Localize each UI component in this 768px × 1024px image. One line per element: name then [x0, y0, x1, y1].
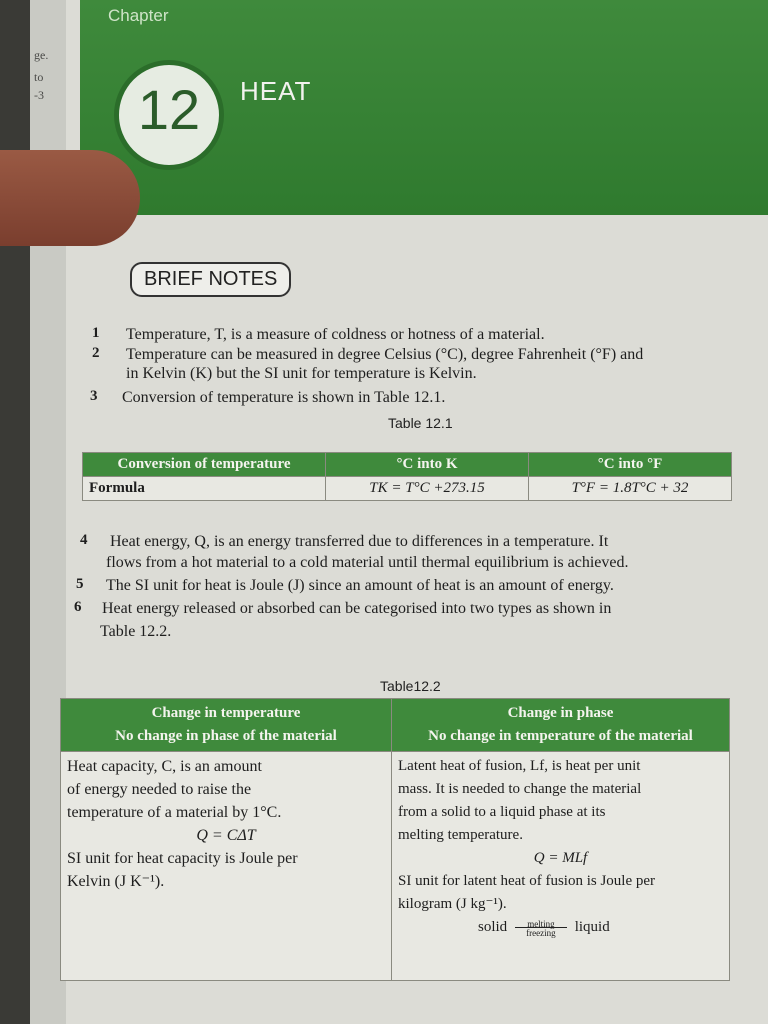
- table-header: [61, 699, 392, 752]
- arrow-label-melting: melting: [527, 918, 555, 929]
- equation: Q = CΔT: [196, 827, 256, 844]
- heat-types-table: [60, 698, 730, 981]
- note-text: Heat energy released or absorbed can be categorised into two types as shown in: [102, 600, 612, 617]
- brief-notes-heading: BRIEF NOTES: [130, 262, 291, 297]
- phase-liquid: liquid: [574, 919, 610, 935]
- cell-line: SI unit for heat capacity is Joule per: [67, 850, 298, 867]
- header-line: No change in temperature of the material: [428, 728, 693, 744]
- note-number: 5: [76, 576, 84, 592]
- table-cell: T°F = 1.8T°C + 32: [529, 477, 732, 501]
- table-cell: TK = T°C +273.15: [326, 477, 529, 501]
- book-page: [30, 0, 768, 1024]
- cell-line: from a solid to a liquid phase at its: [398, 804, 606, 820]
- thumb: [0, 150, 140, 246]
- table-header: Conversion of temperature: [83, 453, 326, 477]
- note-text: Table 12.2.: [100, 623, 172, 640]
- table-cell: [392, 752, 730, 981]
- note-text: Temperature, T, is a measure of coldness or hotness of a material.: [126, 326, 545, 343]
- note-number: 1: [92, 325, 100, 341]
- header-line: Change in temperature: [151, 705, 301, 721]
- table-caption: Table12.2: [380, 678, 441, 694]
- chapter-label: Chapter: [108, 6, 169, 25]
- table-caption: Table 12.1: [388, 415, 453, 431]
- header-line: Change in phase: [507, 705, 614, 721]
- note-text: Temperature can be measured in degree Celsius (°C), degree Fahrenheit (°F) and: [126, 346, 644, 363]
- table-header: °C into °F: [529, 453, 732, 477]
- margin-text: to: [34, 70, 44, 84]
- equation: Q = MLf: [533, 850, 588, 866]
- conversion-table: [82, 452, 732, 501]
- cell-line: Kelvin (J K⁻¹).: [67, 873, 165, 890]
- note-text: flows from a hot material to a cold material until thermal equilibrium is achieved.: [106, 554, 629, 571]
- header-line: No change in phase of the material: [115, 728, 337, 744]
- phase-solid: solid: [478, 919, 508, 935]
- cell-line: of energy needed to raise the: [67, 781, 252, 798]
- note-number: 4: [80, 532, 88, 548]
- table-cell: [61, 752, 392, 981]
- cell-line: Heat capacity, C, is an amount: [67, 758, 262, 775]
- margin-text: -3: [34, 88, 44, 102]
- cell-line: temperature of a material by 1°C.: [67, 804, 282, 821]
- margin-text: ge.: [34, 48, 49, 62]
- cell-line: SI unit for latent heat of fusion is Joule per: [398, 873, 656, 889]
- note-number: 3: [90, 388, 98, 404]
- phase-change-line: [398, 916, 723, 939]
- note-text: Conversion of temperature is shown in Table 12.1.: [122, 389, 446, 406]
- table-header: [392, 699, 730, 752]
- note-number: 6: [74, 599, 82, 615]
- arrow-label-freezing: freezing: [526, 927, 556, 938]
- note-text: Heat energy, Q, is an energy transferred due to differences in a temperature. It: [110, 533, 609, 550]
- chapter-number: 12: [137, 78, 201, 141]
- chapter-number-badge: [114, 60, 224, 170]
- cell-line: kilogram (J kg⁻¹).: [398, 896, 507, 912]
- table-cell: Formula: [83, 477, 326, 501]
- phase-arrow: [511, 917, 571, 939]
- cell-line: mass. It is needed to change the material: [398, 781, 642, 797]
- note-text: The SI unit for heat is Joule (J) since an amount of heat is an amount of energy.: [106, 577, 614, 594]
- note-text: in Kelvin (K) but the SI unit for temperature is Kelvin.: [126, 365, 477, 382]
- chapter-title: HEAT: [240, 76, 312, 106]
- note-number: 2: [92, 345, 100, 361]
- cell-line: Latent heat of fusion, Lf, is heat per unit: [398, 758, 641, 774]
- cell-line: melting temperature.: [398, 827, 523, 843]
- table-header: °C into K: [326, 453, 529, 477]
